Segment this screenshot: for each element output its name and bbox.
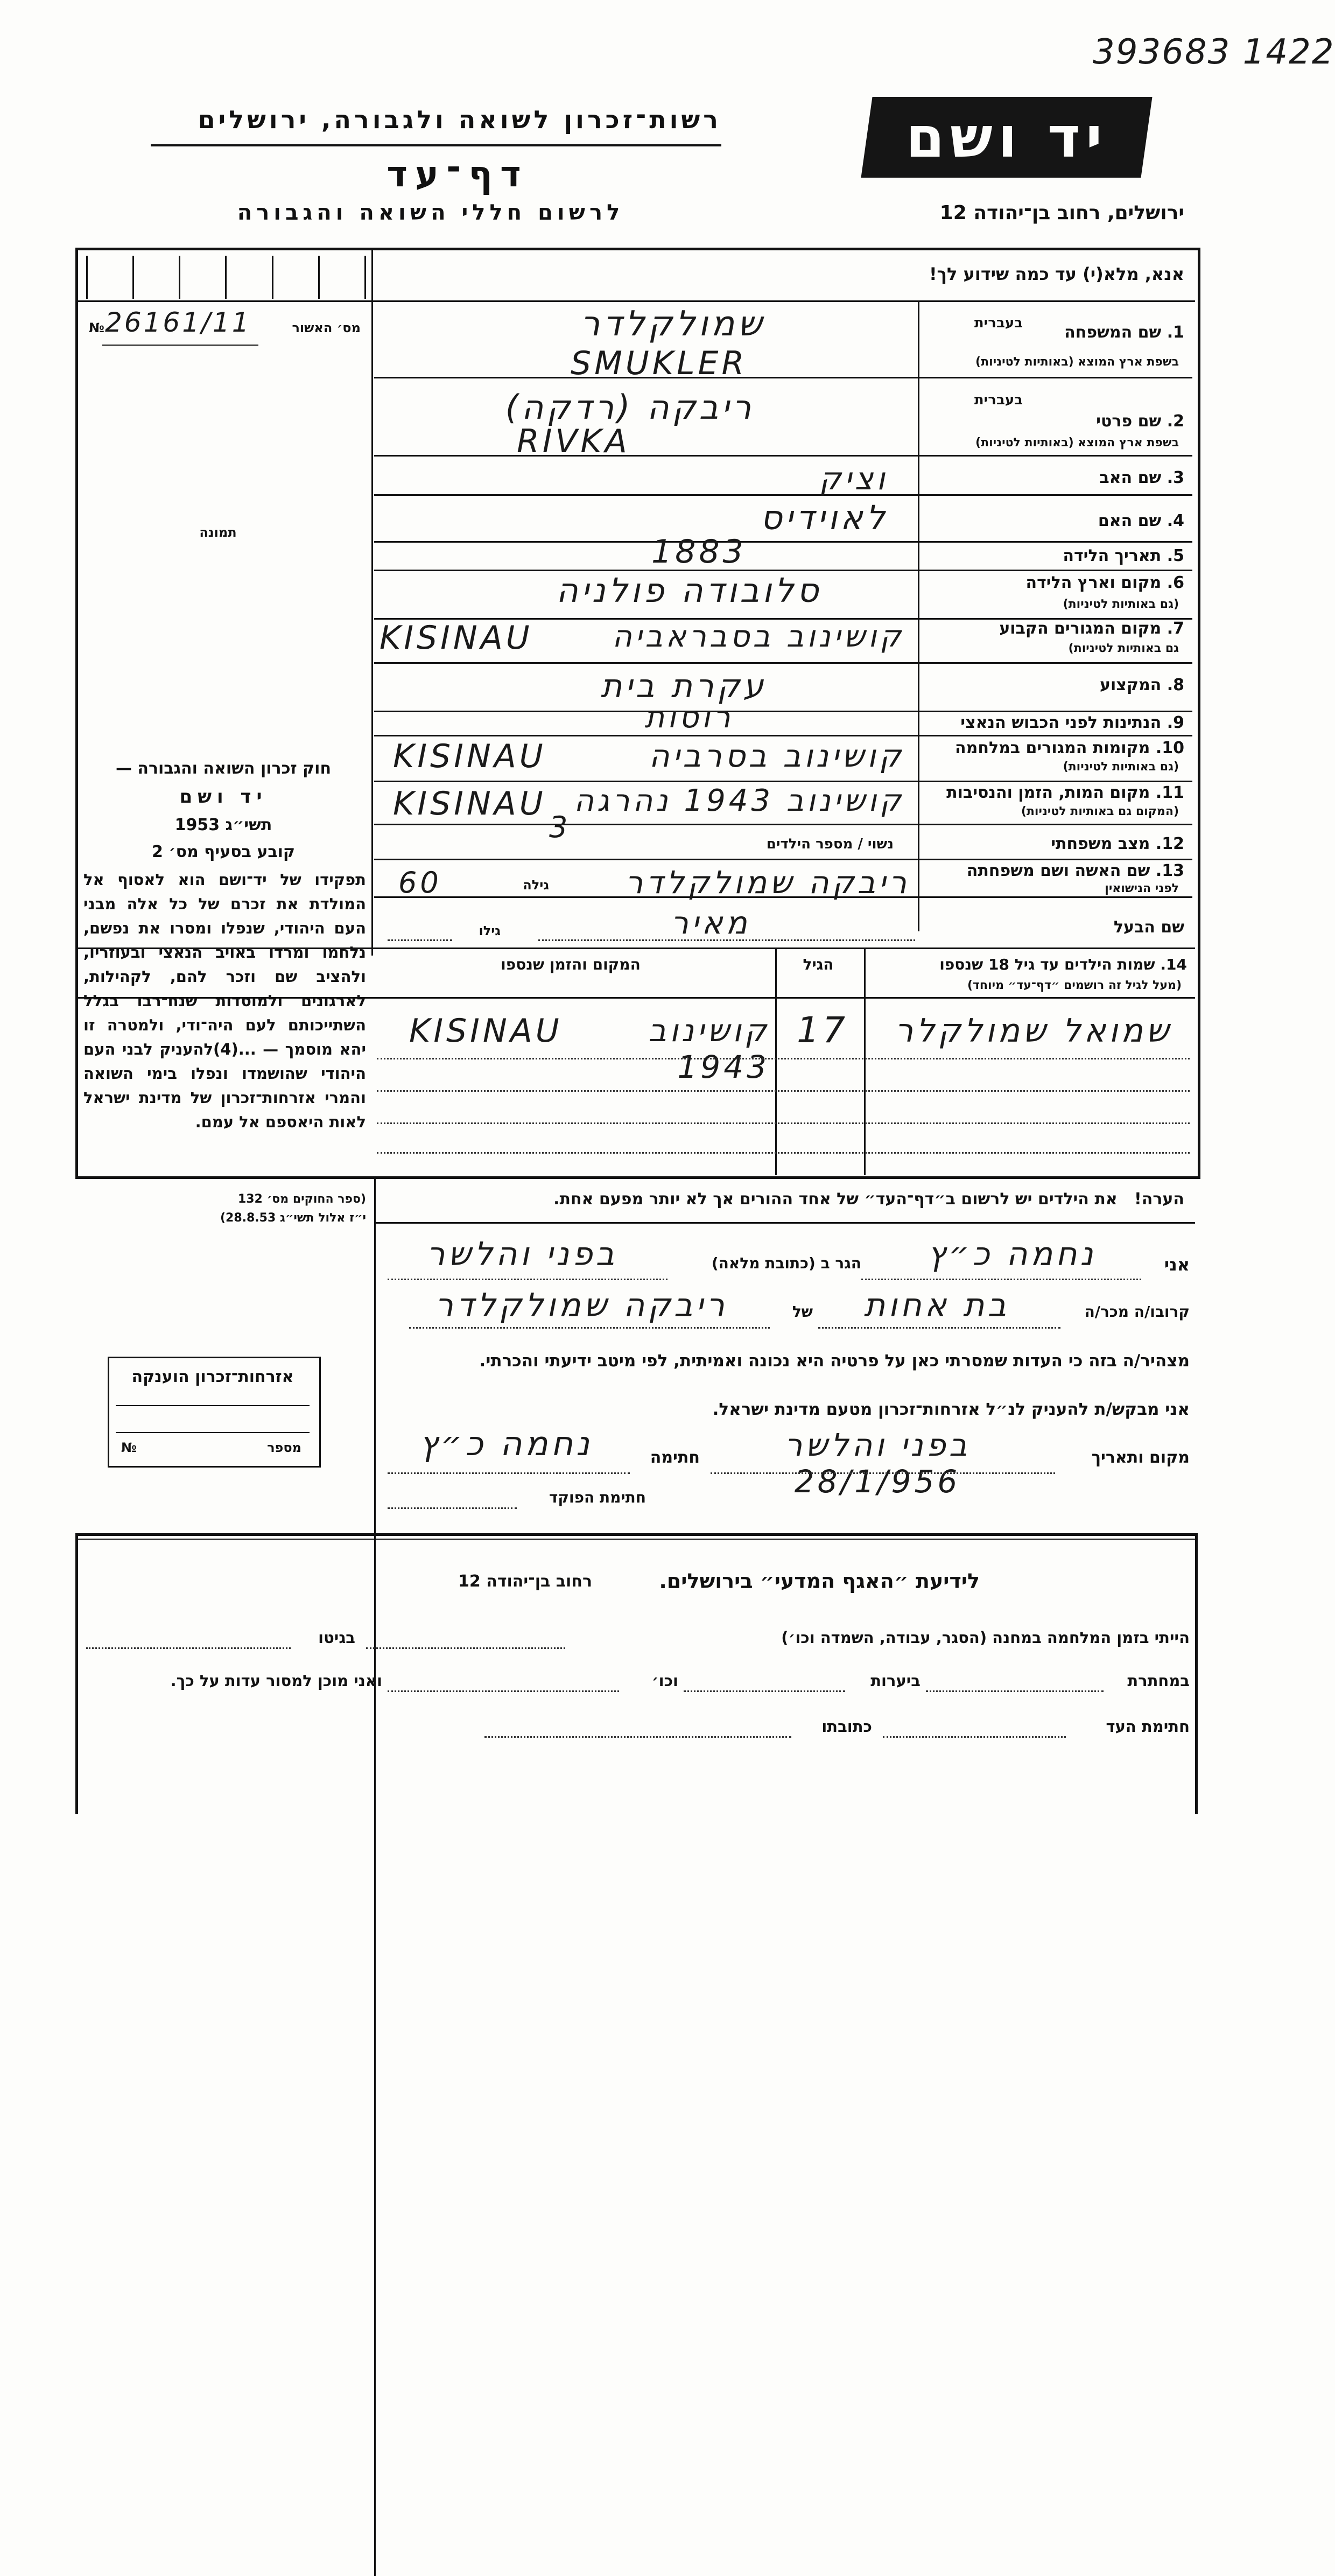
signature-dotted-line: [388, 1472, 630, 1474]
field-7-sub: גם באותיות לטיניות): [1068, 642, 1179, 655]
address-dotted-line: [388, 1279, 668, 1280]
field-7-value: קושינוב בסבראביה: [612, 619, 904, 654]
signature-label: חתימה: [650, 1448, 700, 1467]
signature-value: נחמה כ״ץ: [419, 1424, 593, 1463]
citizenship-box-no: מספר: [267, 1440, 301, 1455]
field-6-label: 6. מקום וארץ הלידה: [1025, 573, 1184, 592]
husband-age-label: גילו: [479, 923, 501, 938]
footer-witness-address-dotted-line: [484, 1736, 791, 1738]
row-divider: [374, 541, 1192, 543]
law-clause: קובע בסעיף מס׳ 2: [151, 843, 296, 861]
citizenship-box-no-mark: №: [121, 1440, 137, 1455]
field-1-value: שמולקלדר: [580, 304, 765, 344]
field-8-value: עקרת בית: [600, 668, 767, 705]
row-divider: [374, 735, 1192, 736]
relation-of-dotted-line: [409, 1327, 770, 1329]
field-10-value: קושינוב בסרביה: [649, 738, 904, 774]
decl-prefix: אני: [1164, 1254, 1190, 1275]
husband-value: מאיר: [671, 904, 750, 941]
law-title: חוק זכרון השואה והגבורה —: [115, 759, 332, 778]
field-11-label: 11. מקום המות, הזמן והנסיבות: [946, 783, 1184, 802]
declarant-dotted-line: [861, 1279, 1141, 1280]
reg-no-underline: [102, 345, 258, 346]
note-bottom-divider: [374, 1222, 1195, 1224]
field-7-label: 7. מקום המגורים הקבוע: [999, 619, 1184, 638]
field-11-value-latin: KISINAU: [393, 785, 546, 823]
footer-testify-text: ואני מוכן למסור עדות על כך.: [170, 1672, 382, 1690]
place-date-value: בפני והלשר 28/1/956: [784, 1427, 971, 1500]
children-label: 14. שמות הילדים עד גיל 18 שנספו: [939, 956, 1187, 973]
decl-address-label: הגר ב (כתובת מלאה): [711, 1254, 861, 1272]
note: [382, 1190, 1184, 1209]
declarant-name: נחמה כ״ץ: [928, 1236, 1097, 1273]
footer-ghetto-dotted-line: [86, 1647, 291, 1649]
child-1-place: קושינוב 1943: [648, 1012, 770, 1085]
row-divider: [374, 859, 1192, 860]
note-label: הערה!: [1134, 1190, 1184, 1209]
field-2-hint: בעברית: [974, 392, 1023, 408]
row-divider: [374, 455, 1192, 457]
field-6-sub: (גם באותיות לטיניות): [1063, 598, 1179, 611]
footer-camp-dotted-line: [366, 1647, 565, 1649]
row-divider: [374, 377, 1192, 378]
field-6-value: סלובודה פולניה: [556, 571, 822, 610]
row-divider: [374, 824, 1192, 825]
field-3-value: וציק: [819, 460, 888, 497]
wife-age-value: 60: [398, 866, 442, 900]
field-11-sub: (המקום גם באותיות לטיניות): [1021, 805, 1179, 818]
field-5-label: 5. תאריך הלידה: [1063, 546, 1184, 565]
footer-line1: הייתי בזמן המלחמה במחנה (הסגר, עבודה, השמדה וכו׳): [781, 1629, 1190, 1647]
field-10-value-latin: KISINAU: [393, 738, 546, 775]
footer-left-border: [75, 1534, 78, 1814]
place-date-dotted-line: [711, 1472, 1055, 1474]
field-5-value: 1883: [651, 533, 747, 571]
relation-dotted-line: [818, 1327, 1060, 1329]
field-2-sub: בשפת ארץ המוצא (באותיות לטיניות): [975, 436, 1179, 450]
children-age-divider: [775, 949, 777, 1175]
relation-of-value: ריבקה שמולקלדר: [435, 1287, 728, 1324]
label-column-divider: [918, 301, 919, 931]
field-1-sub: בשפת ארץ המוצא (באותיות לטיניות): [975, 355, 1179, 369]
place-date-label: מקום ותאריך: [1091, 1448, 1190, 1467]
law-text: תפקידו של יד־ושם הוא לאסוף אל המולדת את זכרם של כל אלה מבני העם היהודי, שנפלו ומסרו את נפשם, נלחמו ומרדו באויב הנאצי ובעוזריו, ולהציב שם וזכר להם, לקהילות, לארגונים ולמוסדות שנח־רבו בגלל השתייכותם לעם היה־ודי, ולמטרה זו יהא מוסמך — ...(4)להעניק לבני העם היהודי שהושמדו ונפלו בימי השואה והמרי אזרחות־זכרון של מדינת ישראל לאות היאספם אל עמם.: [83, 871, 366, 1131]
children-dotted-line: [377, 1090, 1190, 1092]
children-place-header: המקום והזמן שנספו: [501, 956, 641, 973]
citizenship-box-line: [116, 1432, 310, 1433]
field-3-label: 3. שם האב: [1099, 468, 1184, 487]
left-column-divider: [371, 250, 373, 956]
decl-request: אני מבקש/ת להעניק לנ״ל אזרחות־זכרון מטעם מדינת ישראל.: [712, 1400, 1190, 1419]
row-divider: [374, 662, 1192, 664]
citizenship-box-title: אזרחות־זכרון הוענקה: [131, 1367, 294, 1386]
children-age-header: הגיל: [803, 956, 834, 973]
field-9-value: רוסות: [644, 700, 734, 735]
married-label: נשוי / מספר הילדים: [766, 836, 894, 852]
note-divider: [374, 1176, 1195, 1178]
logo-text: יד ושם: [905, 104, 1108, 170]
field-1-label: 1. שם המשפחה: [1064, 323, 1184, 342]
row-divider: [374, 781, 1192, 782]
footer-forests-dotted-line: [684, 1690, 845, 1692]
husband-label: שם הבעל: [1113, 918, 1184, 937]
children-name-divider: [864, 949, 866, 1175]
field-4-label: 4. שם האם: [1098, 511, 1184, 530]
child-1-age: 17: [797, 1009, 848, 1051]
footer-right-border: [1195, 1534, 1198, 1814]
footer-witness-address-label: כתובתו: [821, 1717, 872, 1736]
field-13-sub: לפני הנישואין: [1105, 882, 1179, 895]
form-subtitle: לרשום חללי השואה והגבורה: [237, 200, 624, 225]
children-dotted-line: [377, 1152, 1190, 1154]
photo-label: תמונה: [199, 525, 237, 540]
citizenship-box-line: [116, 1405, 310, 1406]
field-7-value-latin: KISINAU: [380, 619, 533, 657]
footer-title: לידיעת ״האגף המדעי״ בירושלים.: [659, 1569, 980, 1593]
child-1-name: שמואל שמולקלר: [895, 1012, 1172, 1050]
field-9-label: 9. הנתינות לפני הכבוש הנאצי: [960, 713, 1184, 732]
footer-etc-dotted-line: [388, 1690, 619, 1692]
field-2-value: ריבקה (רדקה): [505, 388, 755, 427]
org-underline: [151, 144, 721, 146]
photo-grid-ticks: [86, 256, 366, 299]
field-4-value: לאוידיס: [760, 498, 888, 537]
husband-age-dotted-line: [388, 939, 452, 941]
decl-statement: מצהיר/ה בזה כי העדות שמסרתי כאן על פרטיה היא נכונה ואמיתית, לפי מיטב ידיעתי והכרתי.: [479, 1351, 1190, 1371]
archive-number: 393683 1422: [1093, 32, 1335, 72]
field-12-value: 3: [549, 810, 571, 844]
footer-top-border-2: [75, 1539, 1198, 1540]
officer-signature-label: חתימת הפוקד: [549, 1489, 646, 1506]
field-13-label: 13. שם האשה ושם משפחתה: [966, 861, 1184, 880]
law-ref-date: י״ז אלול תשי״ג 28.8.53): [220, 1211, 366, 1225]
relation-value: בת אחות: [863, 1287, 1010, 1324]
footer-address: רחוב בן־יהודה 12: [458, 1572, 592, 1591]
law-name: יד ושם: [179, 786, 268, 808]
intro-divider: [78, 300, 1195, 302]
reg-no-label: מס׳ האשור: [292, 320, 361, 335]
field-11-value: קושינוב 1943 נהרגה: [574, 783, 904, 818]
law-ref: (ספר החוקים מס׳ 132: [237, 1192, 366, 1206]
footer-underground-label: במחתרת: [1127, 1672, 1190, 1690]
field-1-value-latin: SMUKLER: [571, 345, 748, 382]
declaration-left-edge: [374, 1176, 376, 2576]
children-dotted-line: [377, 1058, 1190, 1059]
field-13-value: ריבקה שמולקלדר: [625, 864, 910, 901]
footer-etc-label: וכו׳: [651, 1672, 678, 1690]
field-12-label: 12. מצב משפחתי: [1051, 834, 1184, 853]
footer-top-border: [75, 1533, 1198, 1536]
field-2-value-latin: RIVKA: [517, 423, 630, 460]
law-year: תשי״ג 1953: [174, 816, 272, 834]
footer-underground-dotted-line: [926, 1690, 1104, 1692]
header-address: ירושלים, רחוב בן־יהודה 12: [939, 202, 1184, 224]
field-2-label: 2. שם פרטי: [1096, 412, 1184, 431]
footer-ghetto-label: בגיטו: [318, 1629, 355, 1647]
wife-age-label: גילה: [523, 878, 549, 893]
footer-forests-label: ביערות: [870, 1672, 921, 1690]
field-1-hint: בעברית: [974, 315, 1023, 331]
reg-no-value: 26161/11: [105, 307, 251, 338]
row-divider: [374, 711, 1192, 712]
note-text: את הילדים יש לרשום ב״דף־העד״ של אחד ההורים אך לא יותר מפעם אחת.: [553, 1190, 1118, 1209]
org-name: רשות־זכרון לשואה ולגבורה, ירושלים: [198, 105, 721, 134]
children-dotted-line: [377, 1122, 1190, 1124]
declarant-address: בפני והלשר: [426, 1236, 618, 1273]
numero-mark: №: [89, 320, 104, 335]
officer-dotted-line: [388, 1507, 517, 1509]
husband-dotted-line: [538, 939, 915, 941]
field-10-sub: (גם באותיות לטיניות): [1063, 760, 1179, 774]
footer-witness-dotted-line: [883, 1736, 1066, 1738]
form-intro: אנא, מלא(י) עד כמה שידוע לך!: [929, 264, 1184, 284]
relation-label: קרובו/ה מכר/ה: [1084, 1303, 1190, 1321]
field-10-label: 10. מקומות המגורים במלחמה: [955, 739, 1184, 757]
child-1-place-latin: KISINAU: [409, 1012, 563, 1050]
relation-of-label: של: [792, 1303, 813, 1321]
footer-witness-signature-label: חתימת העד: [1106, 1717, 1190, 1736]
form-title: דף־עד: [387, 153, 529, 195]
yad-vashem-logo: [861, 97, 1152, 178]
children-sub: (מעל לגיל זה רושמים ״דף־עד״ מיוחד): [967, 979, 1182, 992]
field-8-label: 8. המקצוע: [1099, 676, 1184, 694]
